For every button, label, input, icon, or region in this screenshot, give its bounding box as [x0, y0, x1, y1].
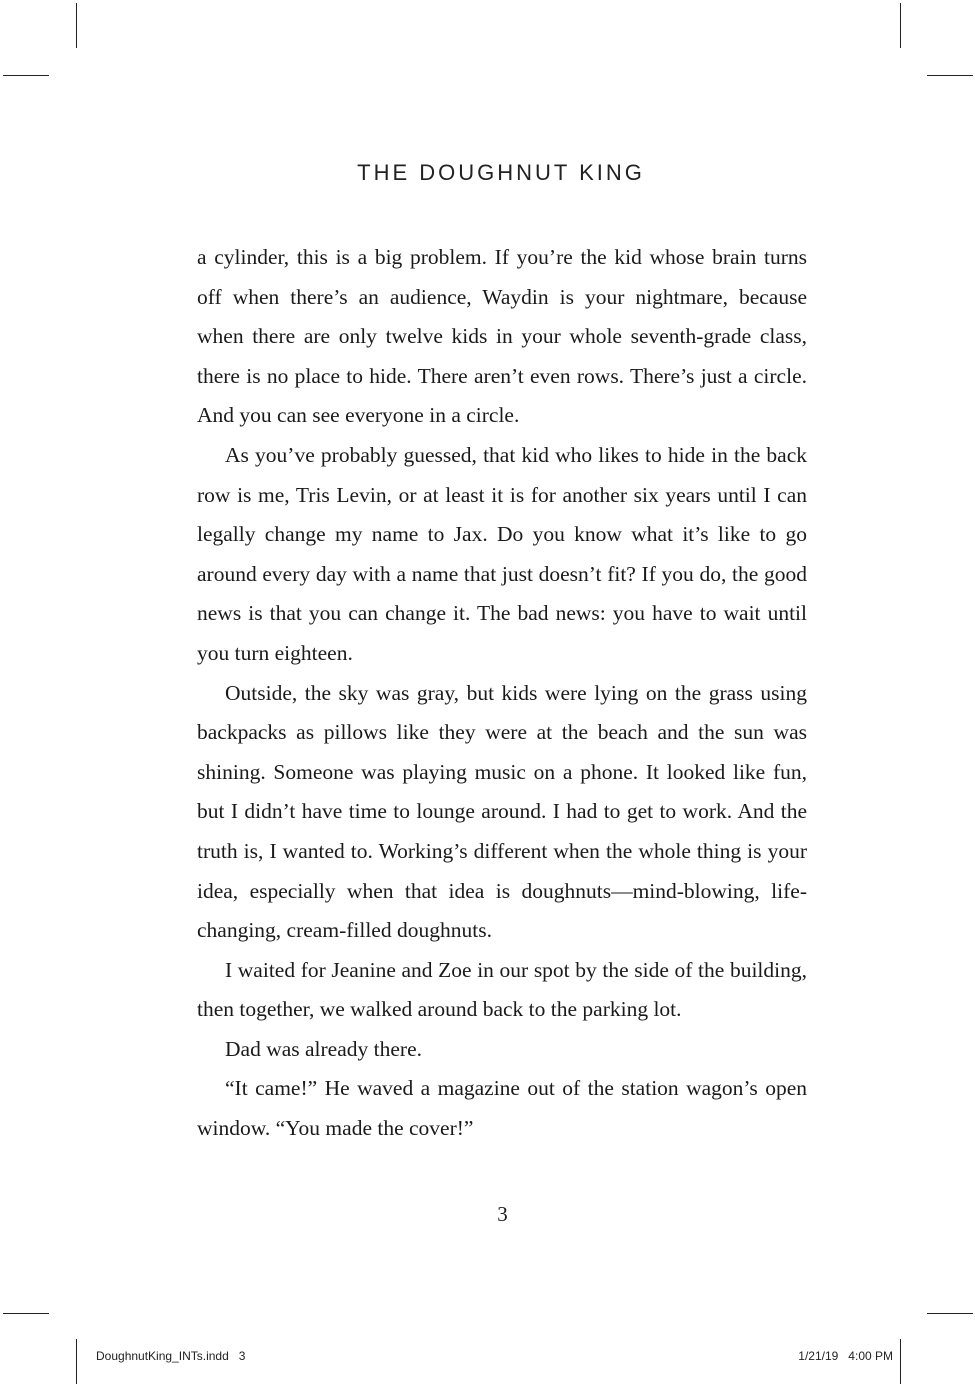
crop-mark-bottom-right-horizontal: [927, 1313, 973, 1314]
paragraph: As you’ve probably guessed, that kid who likes to hide in the back row is me, Tris Levin, or at least it is for another six years until I can legally change my name to Jax. Do you know what it’s like to go around every day with a name that just doesn’t fit? If you do, the good news is that you can change it. The bad news: you have to wait until you turn eighteen.: [197, 442, 807, 665]
crop-mark-bottom-right: [900, 1339, 901, 1384]
paragraph: Outside, the sky was gray, but kids were lying on the grass using backpacks as pillows like they were at the beach and the sun was shining. Someone was playing music on a phone. It looked like fun, but I didn’t have time to lounge around. I had to get to work. And the truth is, I wanted to. Working’s different when the whole thing is your idea, especially when that idea is doughnuts—mind-blowing, life-changing, cream-filled doughnuts.: [197, 680, 807, 943]
slug-file-name: DoughnutKing_INTs.indd 3: [96, 1349, 246, 1363]
paragraph: “It came!” He waved a magazine out of the station wagon’s open window. “You made the cover!”: [197, 1076, 807, 1141]
crop-mark-top-right-horizontal: [927, 75, 973, 76]
crop-mark-top-left-horizontal: [3, 75, 49, 76]
paragraph: a cylinder, this is a big problem. If you’re the kid whose brain turns off when there’s an audience, Waydin is your nightmare, because when there are only twelve kids in your whole seventh-grade class, there is no place to hide. There aren’t even rows. There’s just a circle. And you can see everyone in a circle.: [197, 245, 807, 428]
crop-mark-top-right: [900, 3, 901, 48]
paragraph: Dad was already there.: [225, 1036, 422, 1061]
crop-mark-bottom-left: [76, 1339, 77, 1384]
slug-date-time: 1/21/19 4:00 PM: [798, 1349, 893, 1363]
page-number: 3: [497, 1202, 508, 1226]
paragraph: I waited for Jeanine and Zoe in our spot by the side of the building, then together, we walked around back to the parking lot.: [197, 957, 807, 1022]
running-head: THE DOUGHNUT KING: [357, 160, 645, 185]
crop-mark-bottom-left-horizontal: [3, 1313, 49, 1314]
body-text: [197, 238, 807, 1149]
crop-mark-top-left: [76, 3, 77, 48]
